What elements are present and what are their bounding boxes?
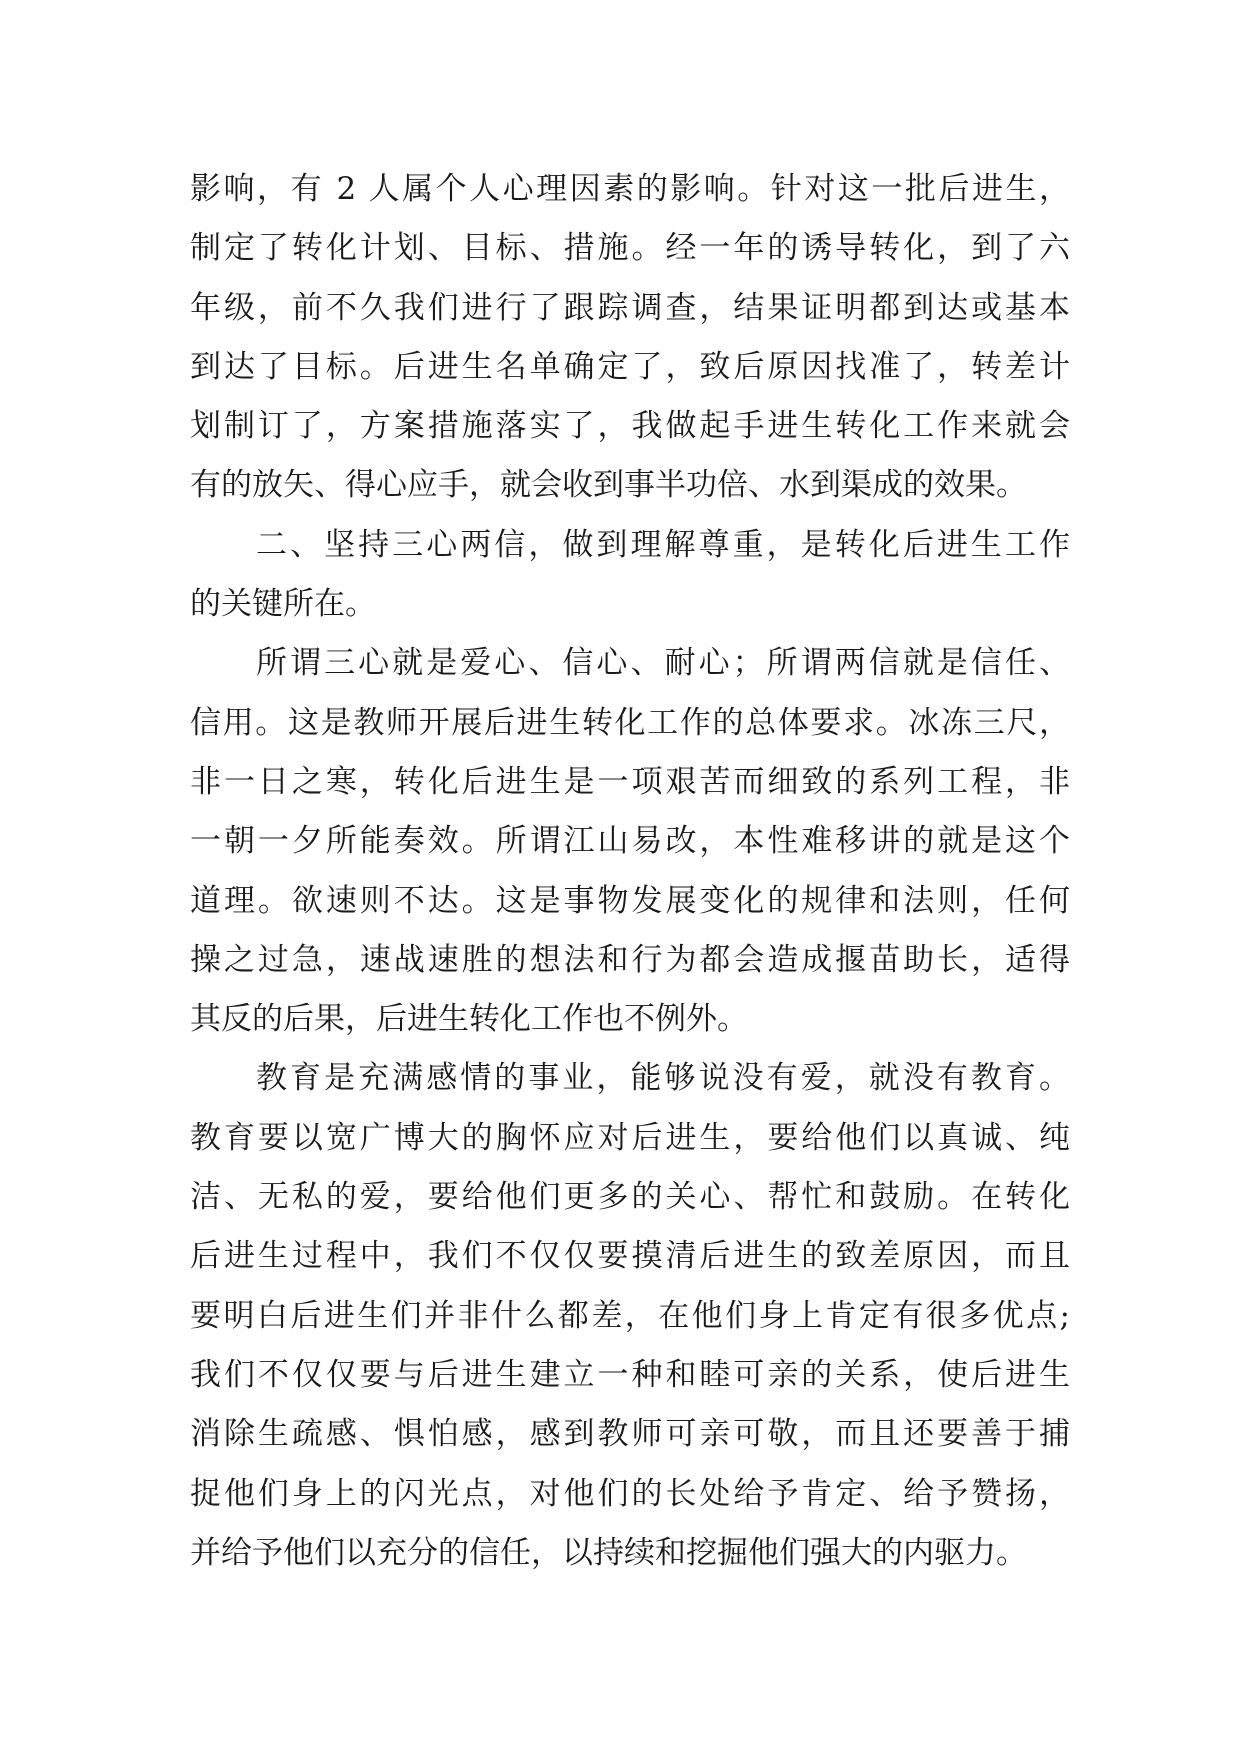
text-line: 洁、无私的爱，要给他们更多的关心、帮忙和鼓励。在转化 [190, 1179, 1070, 1216]
text-line: 划制订了，方案措施落实了，我做起手进生转化工作来就会 [190, 408, 1070, 445]
paragraph-first-line: 所谓三心就是爱心、信心、耐心；所谓两信就是信任、 [256, 645, 1070, 682]
text-line: 要明白后进生们并非什么都差，在他们身上肯定有很多优点; [190, 1297, 1070, 1334]
text-line: 制定了转化计划、目标、措施。经一年的诱导转化，到了六 [190, 230, 1070, 267]
text-line: 的关键所在。 [190, 586, 376, 623]
text-line: 消除生疏感、惧怕感，感到教师可亲可敬，而且还要善于捕 [190, 1416, 1070, 1453]
text-line: 并给予他们以充分的信任，以持续和挖掘他们强大的内驱力。 [190, 1534, 1027, 1571]
text-line: 教育要以宽广博大的胸怀应对后进生，要给他们以真诚、纯 [190, 1119, 1070, 1156]
text-line: 我们不仅仅要与后进生建立一种和睦可亲的关系，使后进生 [190, 1356, 1070, 1393]
text-line: 影响，有 2 人属个人心理因素的影响。针对这一批后进生， [190, 171, 1070, 207]
text-line: 操之过急，速战速胜的想法和行为都会造成揠苗助长，适得 [190, 941, 1070, 978]
text-line: 后进生过程中，我们不仅仅要摸清后进生的致差原因，而且 [190, 1238, 1070, 1275]
paragraph-first-line: 二、坚持三心两信，做到理解尊重，是转化后进生工作 [256, 526, 1070, 563]
text-line: 信用。这是教师开展后进生转化工作的总体要求。冰冻三尺， [190, 704, 1070, 741]
text-line: 捉他们身上的闪光点，对他们的长处给予肯定、给予赞扬， [190, 1475, 1070, 1512]
text-line: 有的放矢、得心应手，就会收到事半功倍、水到渠成的效果。 [190, 467, 1027, 504]
text-line: 到达了目标。后进生名单确定了，致后原因找准了，转差计 [190, 348, 1070, 385]
text-line: 道理。欲速则不达。这是事物发展变化的规律和法则，任何 [190, 882, 1070, 919]
paragraph-first-line: 教育是充满感情的事业，能够说没有爱，就没有教育。 [256, 1060, 1070, 1097]
text-line: 年级，前不久我们进行了跟踪调查，结果证明都到达或基本 [190, 289, 1070, 326]
text-line: 非一日之寒，转化后进生是一项艰苦而细致的系列工程，非 [190, 763, 1070, 800]
document-body [190, 160, 1070, 1583]
text-line: 其反的后果，后进生转化工作也不例外。 [190, 1001, 748, 1038]
text-line: 一朝一夕所能奏效。所谓江山易改，本性难移讲的就是这个 [190, 823, 1070, 860]
